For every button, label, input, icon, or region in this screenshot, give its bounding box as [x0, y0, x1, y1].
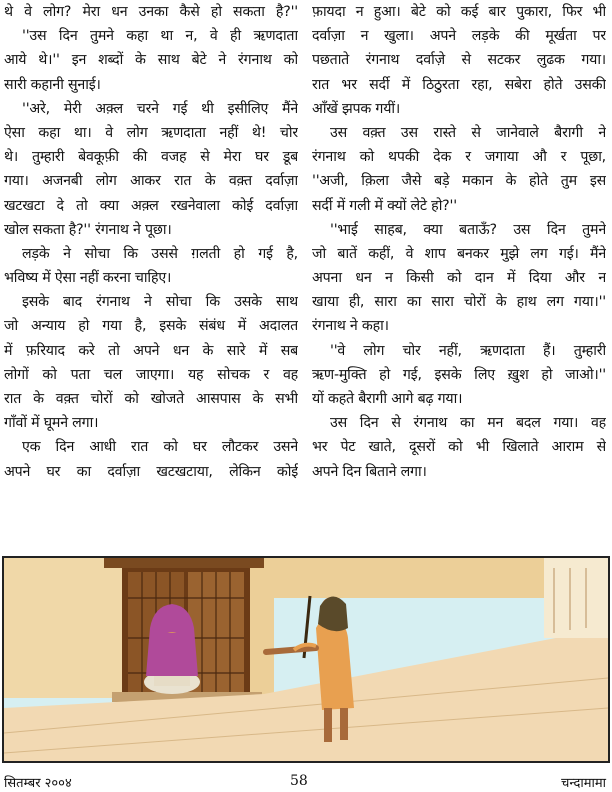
text-line: जो बातें कहीं, वे शाप बनकर मुझे लग गई। मैंने	[312, 245, 606, 262]
text-line: लोगों को पता चल जाएगा। यह सोचक र वह	[4, 366, 298, 383]
text-line: उस वक़्त उस रास्ते से जानेवाले बैरागी ने	[330, 124, 606, 141]
text-line: रंगनाथ को थपकी देक र जगाया औ र पूछा,	[312, 149, 606, 166]
text-line: रात भर सर्दी में ठिठुरता रहा, सबेरा होते उसकी	[312, 76, 606, 93]
text-line: अपने घर का दर्वाज़ा खटखटाया, लेकिन कोई	[4, 463, 298, 480]
text-line: थे वे लोग? मेरा धन उनका कैसे हो सकता है?''	[4, 4, 298, 20]
text-line: भविष्य में ऐसा नहीं करना चाहिए।	[4, 270, 172, 287]
text-line: ''अजी, क़िला जैसे बड़े मकान के होते तुम इस	[312, 173, 606, 190]
illustration-scene	[4, 558, 608, 761]
magazine-name: चन्दामामा	[561, 776, 606, 791]
left-column	[4, 0, 298, 484]
text-line: अपने दिन बिताने लगा।	[312, 463, 427, 480]
text-line: रात के वक़्त चोरों को खोजते आसपास के सभी	[4, 391, 298, 407]
text-line: खटखटा दे तो क्या अक़्ल रखनेवाला कोई दर्वाज़ा	[4, 197, 298, 214]
text-line: सारी कहानी सुनाई।	[4, 76, 101, 93]
text-line: सर्दी में गली में क्यों लेटे हो?''	[312, 197, 457, 214]
text-line: एक दिन आधी रात को घर लौटकर उसने	[22, 439, 298, 456]
text-line: आये थे।'' इन शब्दों के साथ बेटे ने रंगनाथ को	[4, 52, 298, 69]
text-line: थे। तुम्हारी बेवकूफ़ी की वजह से मेरा घर डूब	[4, 149, 298, 166]
text-line: खोल सकता है?'' रंगनाथ ने पूछा।	[4, 221, 172, 238]
text-line: दर्वाज़ा न खुला। अपने लड़के की मूर्खता पर	[312, 28, 606, 45]
text-line: फ़ायदा न हुआ। बेटे को कई बार पुकारा, फिर भी	[312, 4, 606, 20]
issue-date: सितम्बर २००४	[4, 776, 72, 791]
text-line: आँखें झपक गयीं।	[312, 100, 401, 117]
text-line: भर पेट खाते, दूसरों को भी खिलाते आराम से	[312, 439, 606, 456]
text-line: खाया ही, सारा का सारा चोरों के हाथ लग गया।''	[312, 294, 606, 311]
text-line: ऋण-मुक्ति हो गई, इसके लिए ख़ुश हो जाओ।''	[312, 366, 606, 383]
text-line: ''उस दिन तुमने कहा था न, वे ही ऋणदाता	[22, 28, 298, 45]
text-line: जो अन्याय हो गया है, इसके संबंध में अदालत	[4, 318, 298, 335]
text-line: गाँवों में घूमने लगा।	[4, 415, 99, 432]
text-line: ''वे लोग चोर नहीं, ऋणदाता हैं। तुम्हारी	[330, 342, 606, 359]
right-column	[312, 0, 606, 484]
page-number: 58	[290, 773, 308, 789]
text-line: पछताते रंगनाथ दर्वाज़े से सटकर लुढक गया।	[312, 52, 606, 69]
text-line: गया। अजनबी लोग आकर रात के वक़्त दर्वाज़ा	[4, 173, 298, 190]
text-line: इसके बाद रंगनाथ ने सोचा कि उसके साथ	[22, 294, 298, 311]
lintel	[104, 558, 264, 568]
text-line: अपना धन न किसी को दान में दिया और न	[312, 270, 606, 287]
page-footer	[0, 772, 612, 792]
text-line: यों कहते बैरागी आगे बढ़ गया।	[312, 391, 463, 407]
text-line: लड़के ने सोचा कि उससे ग़लती हो गई है,	[22, 245, 298, 262]
house-wall-left	[4, 558, 122, 698]
text-line: रंगनाथ ने कहा।	[312, 318, 389, 335]
text-line: ऐसा कहा था। वे लोग ऋणदाता नहीं थे! चोर	[4, 124, 298, 141]
text-line: में फ़रियाद करे तो अपने धन के सारे में सब	[4, 342, 298, 359]
story-illustration	[2, 556, 610, 763]
text-line: ''भाई साहब, क्या बताऊँ? उस दिन तुमने	[330, 221, 606, 238]
text-line: ''अरे, मेरी अक़्ल चरने गई थी इसीलिए मैंने	[22, 100, 298, 117]
text-line: उस दिन से रंगनाथ का मन बदल गया। वह	[330, 415, 606, 432]
